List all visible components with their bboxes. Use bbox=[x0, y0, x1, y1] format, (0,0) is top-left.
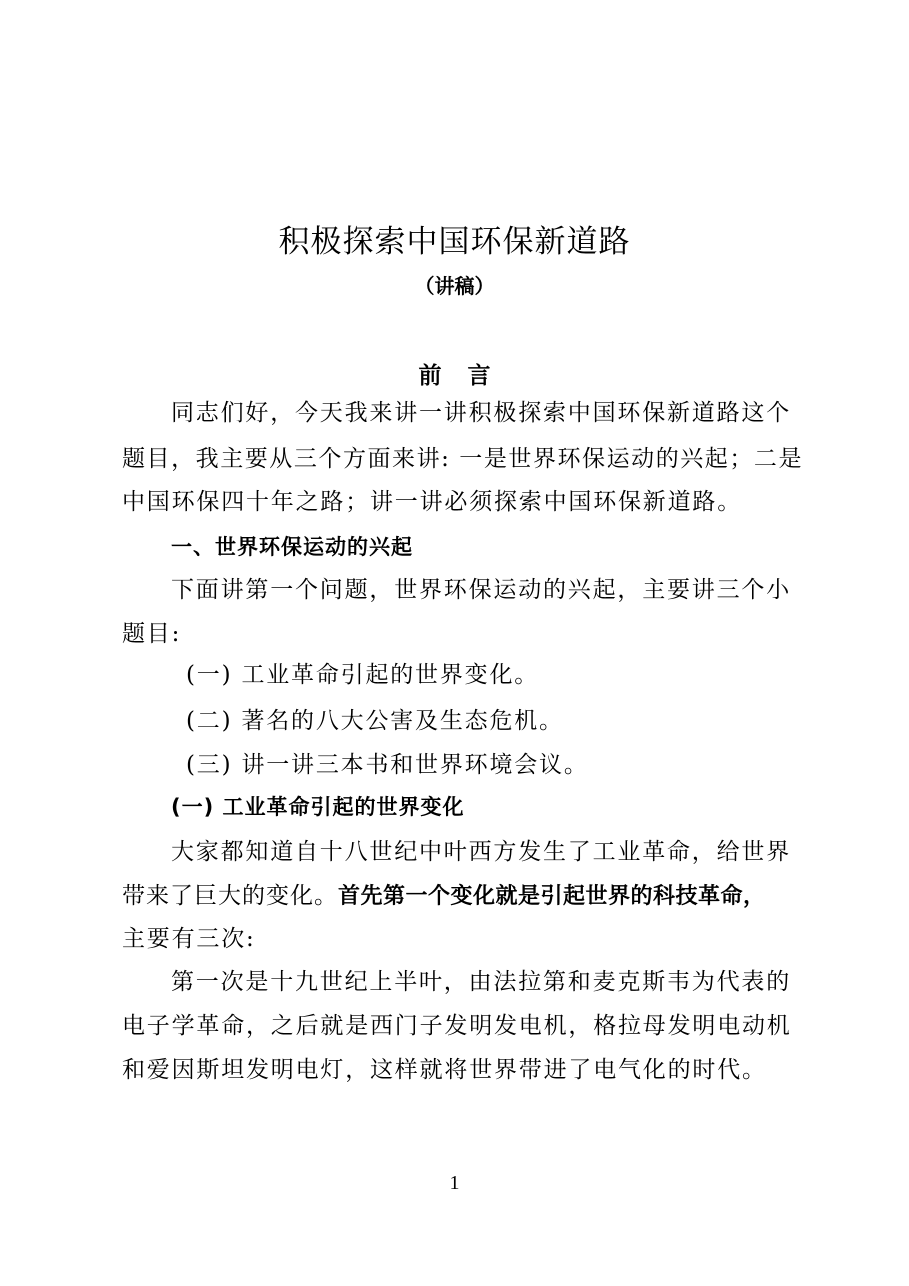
section-1-intro-line-2: 题目: bbox=[122, 621, 182, 647]
intro-line-3: 中国环保四十年之路；讲一讲必须探索中国环保新道路。 bbox=[122, 489, 742, 515]
subsection-1-para-2-line-3: 和爱因斯坦发明电灯，这样就将世界带进了电气化的时代。 bbox=[122, 1057, 767, 1083]
subsection-1-para-1-line-2 bbox=[122, 881, 802, 912]
intro-line-2: 题目，我主要从三个方面来讲: 一是世界环保运动的兴起；二是 bbox=[122, 446, 804, 472]
line-2-normal-text: 带来了巨大的变化。 bbox=[122, 883, 338, 909]
subsection-1-para-2-line-1: 第一次是十九世纪上半叶，由法拉第和麦克斯韦为代表的 bbox=[171, 969, 791, 995]
document-subtitle: （讲稿） bbox=[414, 274, 495, 298]
line-2-bold-text: 首先第一个变化就是引起世界的科技革命， bbox=[338, 884, 766, 909]
subsection-1-para-1-line-3: 主要有三次: bbox=[122, 926, 256, 952]
section-1-item-1: (一) 工业革命引起的世界变化。 bbox=[186, 662, 540, 688]
intro-line-1: 同志们好，今天我来讲一讲积极探索中国环保新道路这个 bbox=[171, 400, 791, 426]
page-number: 1 bbox=[449, 1172, 460, 1194]
section-1-heading: 一、世界环保运动的兴起 bbox=[171, 535, 413, 559]
section-1-item-3: (三) 讲一讲三本书和世界环境会议。 bbox=[186, 752, 589, 778]
subsection-1-heading: (一) 工业革命引起的世界变化 bbox=[171, 795, 465, 819]
section-1-item-2: (二) 著名的八大公害及生态危机。 bbox=[186, 708, 564, 734]
document-title: 积极探索中国环保新道路 bbox=[278, 224, 631, 260]
subsection-1-para-2-line-2: 电子学革命，之后就是西门子发明发电机，格拉母发明电动机 bbox=[122, 1013, 792, 1039]
subsection-1-para-1-line-1: 大家都知道自十八世纪中叶西方发生了工业革命，给世界 bbox=[171, 839, 791, 865]
section-1-intro-line-1: 下面讲第一个问题，世界环保运动的兴起，主要讲三个小 bbox=[171, 577, 791, 603]
preface-heading: 前言 bbox=[418, 363, 517, 389]
